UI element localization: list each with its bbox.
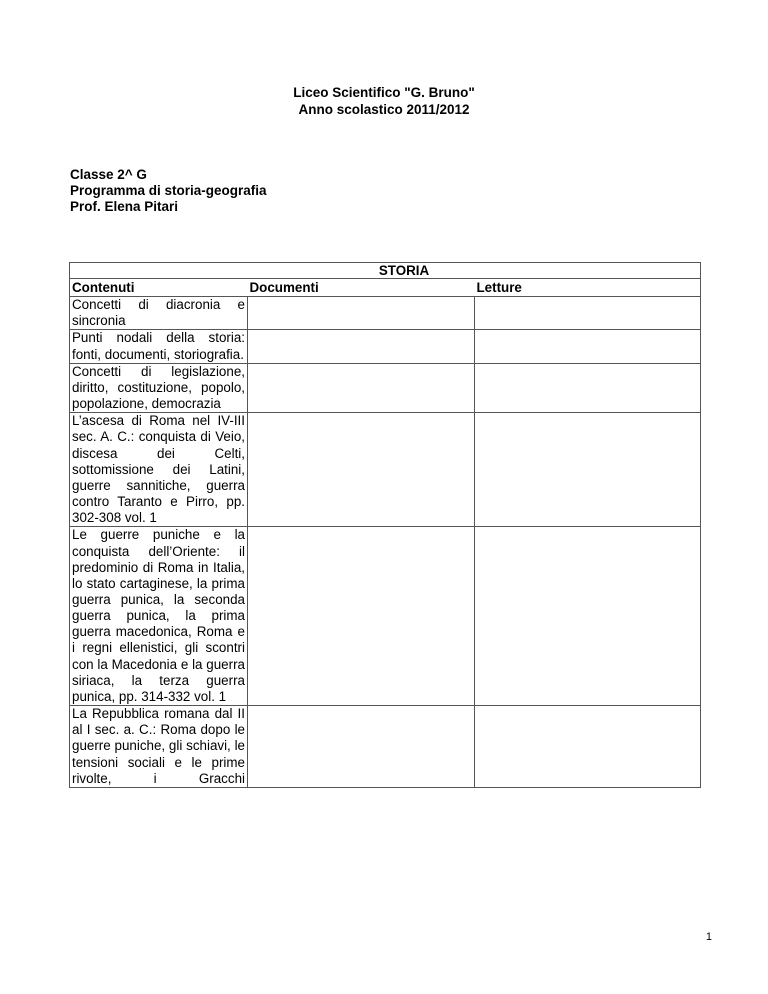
letture-cell [475,297,701,330]
letture-cell [475,363,701,412]
letture-cell [475,413,701,527]
program-table [69,262,701,788]
column-header-contenuti: Contenuti [70,279,248,297]
table-row [70,413,701,527]
contenuti-cell: Punti nodali della storia: fonti, documenti, storiografia. [70,330,248,363]
section-title-row [70,263,701,279]
column-header-row [70,279,701,297]
contenuti-cell: Concetti di diacronia e sincronia [70,297,248,330]
school-name: Liceo Scientifico "G. Bruno" [293,85,475,100]
documenti-cell [248,330,475,363]
section-title: STORIA [70,263,701,279]
column-header-documenti: Documenti [248,279,475,297]
letture-cell [475,330,701,363]
table-row [70,527,701,706]
documenti-cell [248,706,475,788]
contenuti-cell: L’ascesa di Roma nel IV-III sec. A. C.: conquista di Veio, discesa dei Celti, sottomissione dei Latini, guerre sannitiche, guerra contro Taranto e Pirro, pp. 302-308 vol. 1 [70,413,248,527]
letture-cell [475,706,701,788]
teacher-name: Prof. Elena Pitari [70,199,179,214]
table-row [70,706,701,788]
page-number: 1 [705,931,712,943]
contenuti-cell: Concetti di legislazione, diritto, costituzione, popolo, popolazione, democrazia [70,363,248,412]
document-header [0,84,768,118]
contenuti-cell: La Repubblica romana dal II al I sec. a. C.: Roma dopo le guerre puniche, gli schiavi, le tensioni sociali e le prime rivolte, i Gracchi [70,706,248,788]
program-title: Programma di storia-geografia [70,183,267,198]
school-year: Anno scolastico 2011/2012 [298,102,470,117]
documenti-cell [248,363,475,412]
documenti-cell [248,297,475,330]
class-info [70,167,267,215]
table-row [70,297,701,330]
contenuti-cell: Le guerre puniche e la conquista dell’Oriente: il predominio di Roma in Italia, lo stato cartaginese, la prima guerra punica, la seconda guerra punica, la prima guerra macedonica, Roma e i regni ellenistici, gli scontri con la Macedonia e la guerra siriaca, la terza guerra punica, pp. 314-332 vol. 1 [70,527,248,706]
table-row [70,363,701,412]
documenti-cell [248,413,475,527]
table-row [70,330,701,363]
letture-cell [475,527,701,706]
class-name: Classe 2^ G [70,167,147,182]
column-header-letture: Letture [475,279,701,297]
documenti-cell [248,527,475,706]
